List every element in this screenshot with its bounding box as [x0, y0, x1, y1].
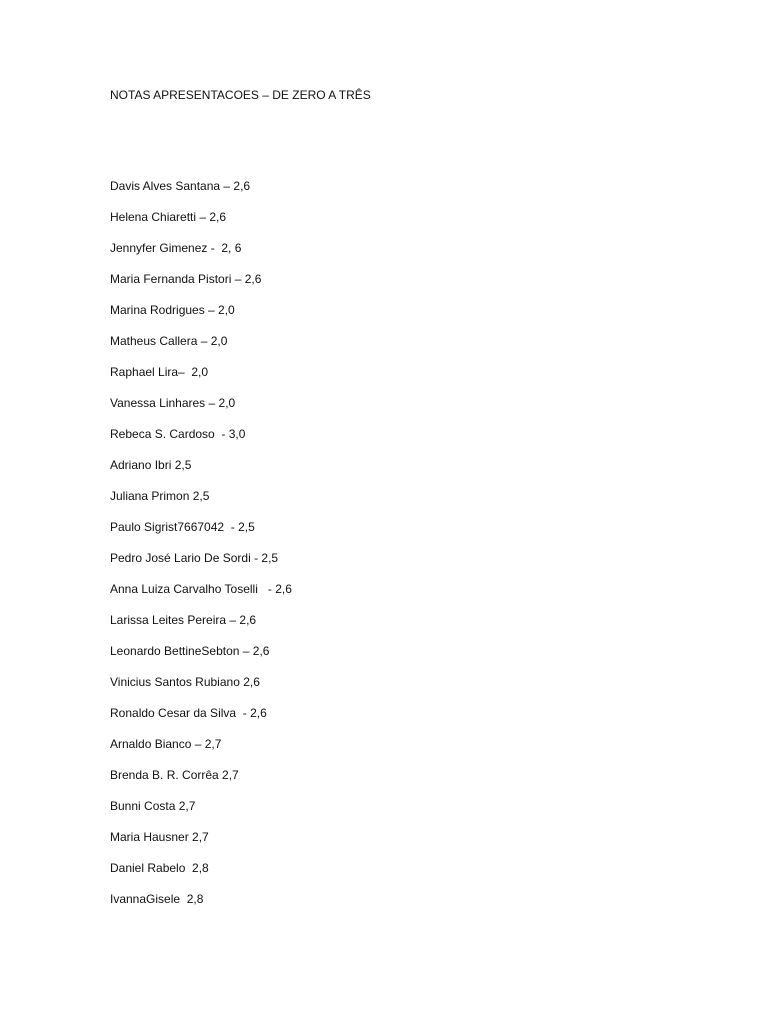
list-item: Arnaldo Bianco – 2,7 [110, 737, 222, 751]
list-item: Brenda B. R. Corrêa 2,7 [110, 768, 239, 782]
list-item: Vinicius Santos Rubiano 2,6 [110, 675, 260, 689]
list-item: Paulo Sigrist7667042 - 2,5 [110, 520, 255, 534]
list-item: Maria Fernanda Pistori – 2,6 [110, 272, 262, 286]
list-item: Bunni Costa 2,7 [110, 799, 196, 813]
list-item: Helena Chiaretti – 2,6 [110, 210, 227, 224]
list-item: Larissa Leites Pereira – 2,6 [110, 613, 257, 627]
list-item: Juliana Primon 2,5 [110, 489, 210, 503]
list-item: Adriano Ibri 2,5 [110, 458, 192, 472]
document-title: NOTAS APRESENTACOES – DE ZERO A TRÊS [110, 88, 371, 102]
grades-list [110, 178, 292, 922]
list-item: Matheus Callera – 2,0 [110, 334, 228, 348]
list-item: Jennyfer Gimenez - 2, 6 [110, 241, 242, 255]
list-item: IvannaGisele 2,8 [110, 892, 204, 906]
list-item: Pedro José Lario De Sordi - 2,5 [110, 551, 279, 565]
list-item: Davis Alves Santana – 2,6 [110, 179, 251, 193]
list-item: Rebeca S. Cardoso - 3,0 [110, 427, 246, 441]
list-item: Raphael Lira– 2,0 [110, 365, 209, 379]
list-item: Daniel Rabelo 2,8 [110, 861, 209, 875]
list-item: Anna Luiza Carvalho Toselli - 2,6 [110, 582, 292, 596]
list-item: Marina Rodrigues – 2,0 [110, 303, 235, 317]
list-item: Ronaldo Cesar da Silva - 2,6 [110, 706, 267, 720]
list-item: Maria Hausner 2,7 [110, 830, 209, 844]
list-item: Leonardo BettineSebton – 2,6 [110, 644, 270, 658]
list-item: Vanessa Linhares – 2,0 [110, 396, 236, 410]
